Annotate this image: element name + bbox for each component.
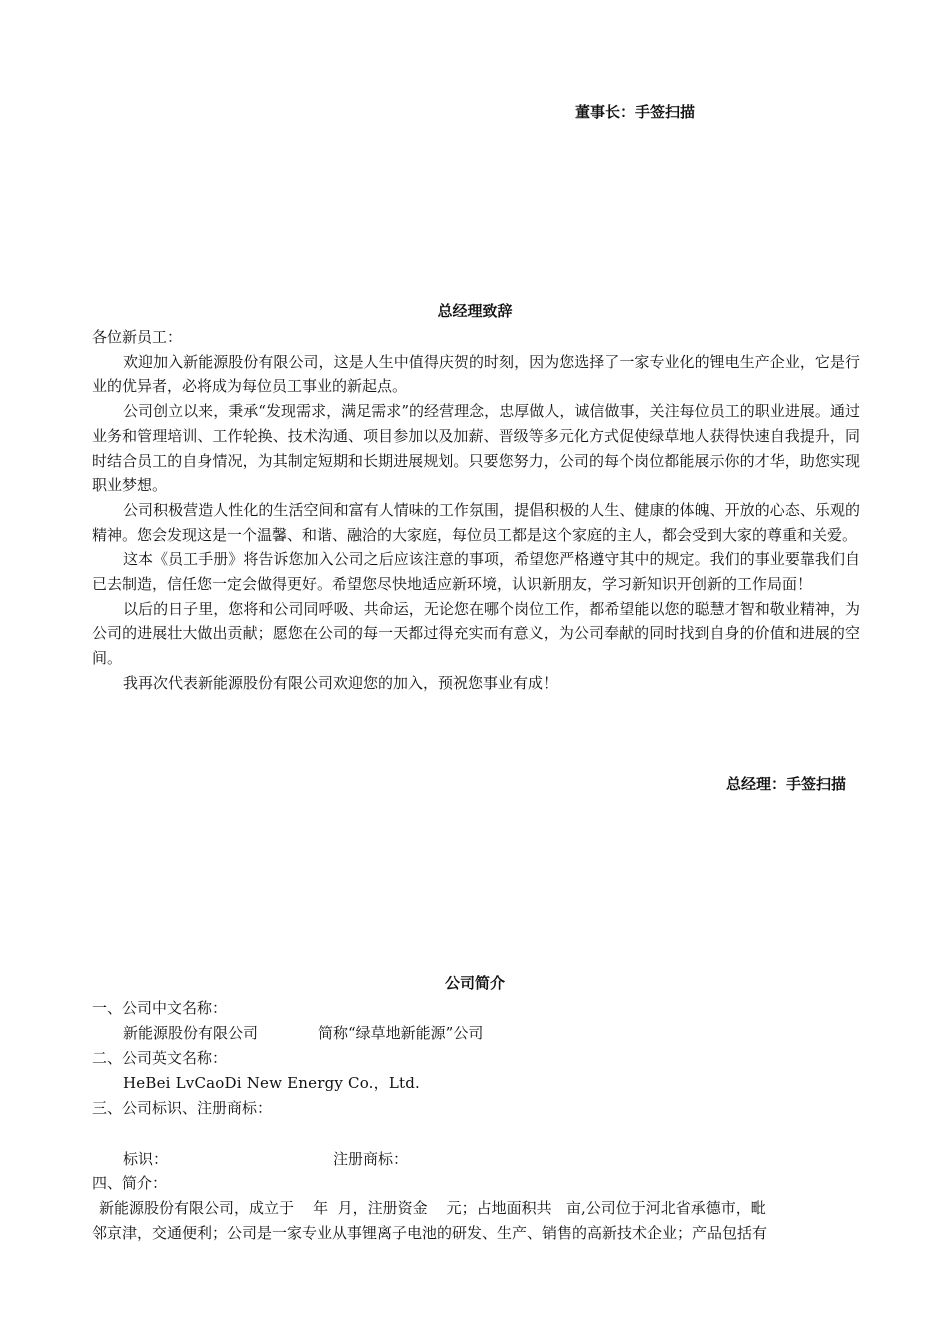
chairman-signature: 董事长：手签扫描 <box>575 103 696 121</box>
cn-name: 新能源股份有限公司 <box>123 1024 259 1042</box>
en-name-heading: 二、公司英文名称： <box>92 1049 228 1067</box>
intro-line-2: 邻京津，交通便利；公司是一家专业从事锂离子电池的研发、生产、销售的高新技术企业；产品包括有 <box>92 1224 768 1242</box>
intro-line-1: 新能源股份有限公司，成立于 年 月，注册资金 元；占地面积共 亩,公司位于河北省承德市，毗 <box>99 1199 766 1217</box>
intro-heading: 四、简介： <box>92 1174 168 1192</box>
gm-letter-body <box>92 325 860 696</box>
logo-label: 标识： <box>123 1150 169 1168</box>
logo-heading: 三、公司标识、注册商标： <box>92 1099 273 1117</box>
letter-paragraph: 以后的日子里，您将和公司同呼吸、共命运，无论您在哪个岗位工作，都希望能以您的聪慧才智和敬业精神，为公司的进展壮大做出贡献；愿您在公司的每一天都过得充实而有意义，为公司奉献的同时找到自身的价值和进展的空间。 <box>92 599 860 668</box>
gm-letter-title: 总经理致辞 <box>437 302 513 320</box>
company-profile-title: 公司简介 <box>444 974 505 992</box>
short-name: 简称“绿草地新能源”公司 <box>318 1024 484 1042</box>
letter-paragraph: 我再次代表新能源股份有限公司欢迎您的加入，预祝您事业有成！ <box>123 673 559 692</box>
letter-paragraph: 公司创立以来，秉承“发现需求，满足需求”的经营理念，忠厚做人，诚信做事，关注每位员工的职业进展。通过业务和管理培训、工作轮换、技术沟通、项目参加以及加薪、晋级等多元化方式促使绿草地人获得快速自我提升，同时结合员工的自身情况，为其制定短期和长期进展规划。只要您努力，公司的每个岗位都能展示你的才华，助您实现职业梦想。 <box>92 402 860 495</box>
trademark-label: 注册商标： <box>333 1150 409 1168</box>
salutation: 各位新员工： <box>92 328 183 346</box>
cn-name-heading: 一、公司中文名称： <box>92 999 228 1017</box>
letter-paragraph: 欢迎加入新能源股份有限公司，这是人生中值得庆贺的时刻，因为您选择了一家专业化的锂电生产企业，它是行业的优异者，必将成为每位员工事业的新起点。 <box>92 352 860 396</box>
letter-paragraph: 这本《员工手册》将告诉您加入公司之后应该注意的事项，希望您严格遵守其中的规定。我们的事业要靠我们自已去制造，信任您一定会做得更好。希望您尽快地适应新环境，认识新朋友，学习新知识开创新的工作局面！ <box>92 550 860 594</box>
en-name: HeBei LvCaoDi New Energy Co.，Ltd. <box>123 1074 420 1092</box>
letter-paragraph: 公司积极营造人性化的生活空间和富有人情味的工作氛围，提倡积极的人生、健康的体魄、开放的心态、乐观的精神。您会发现这是一个温馨、和谐、融洽的大家庭，每位员工都是这个家庭的主人，都会受到大家的尊重和关爱。 <box>92 500 860 544</box>
gm-signature: 总经理：手签扫描 <box>726 775 847 793</box>
